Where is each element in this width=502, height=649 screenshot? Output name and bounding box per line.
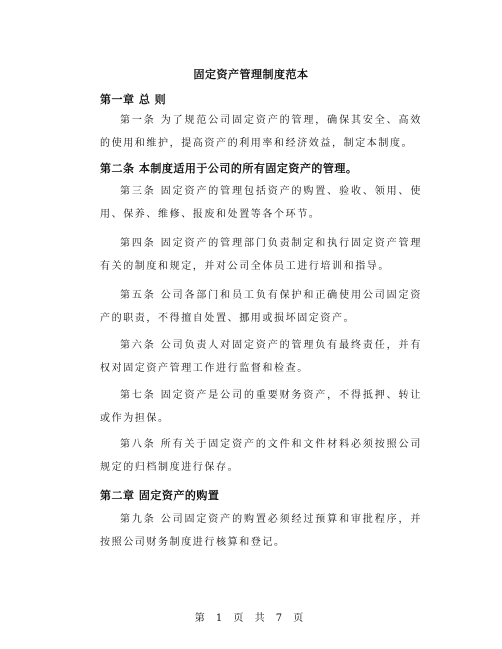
article-5: 第五条 公司各部门和员工负有保护和正确使用公司固定资产的职责，不得擅自处置、挪用或损坏固定资产。	[100, 290, 422, 324]
article-3: 第三条 固定资产的管理包括资产的购置、验收、领用、使用、保养、维修、报废和处置等各个环节。	[100, 186, 422, 220]
article-8: 第八条 所有关于固定资产的文件和文件材料必须按照公司规定的归档制度进行保存。	[100, 439, 422, 473]
article-1: 第一条 为了规范公司固定资产的管理，确保其安全、高效的使用和维护，提高资产的利用率和经济效益，制定本制度。	[100, 115, 422, 149]
article-6: 第六条 公司负责人对固定资产的管理负有最终责任，并有权对固定资产管理工作进行监督和检查。	[100, 340, 422, 374]
article-2-heading: 第二条 本制度适用于公司的所有固定资产的管理。	[100, 162, 358, 175]
chapter-2-heading: 第二章 固定资产的购置	[100, 489, 220, 502]
article-7: 第七条 固定资产是公司的重要财务资产，不得抵押、转让或作为担保。	[100, 390, 422, 424]
article-9: 第九条 公司固定资产的购置必须经过预算和审批程序，并按照公司财务制度进行核算和登记。	[100, 514, 422, 548]
chapter-1-heading: 第一章 总 则	[100, 93, 167, 106]
page-number: 第 1 页 共 7 页	[194, 613, 308, 624]
article-4: 第四条 固定资产的管理部门负责制定和执行固定资产管理有关的制度和规定，并对公司全体员工进行培训和指导。	[100, 238, 422, 272]
document-title: 固定资产管理制度范本	[193, 68, 309, 81]
